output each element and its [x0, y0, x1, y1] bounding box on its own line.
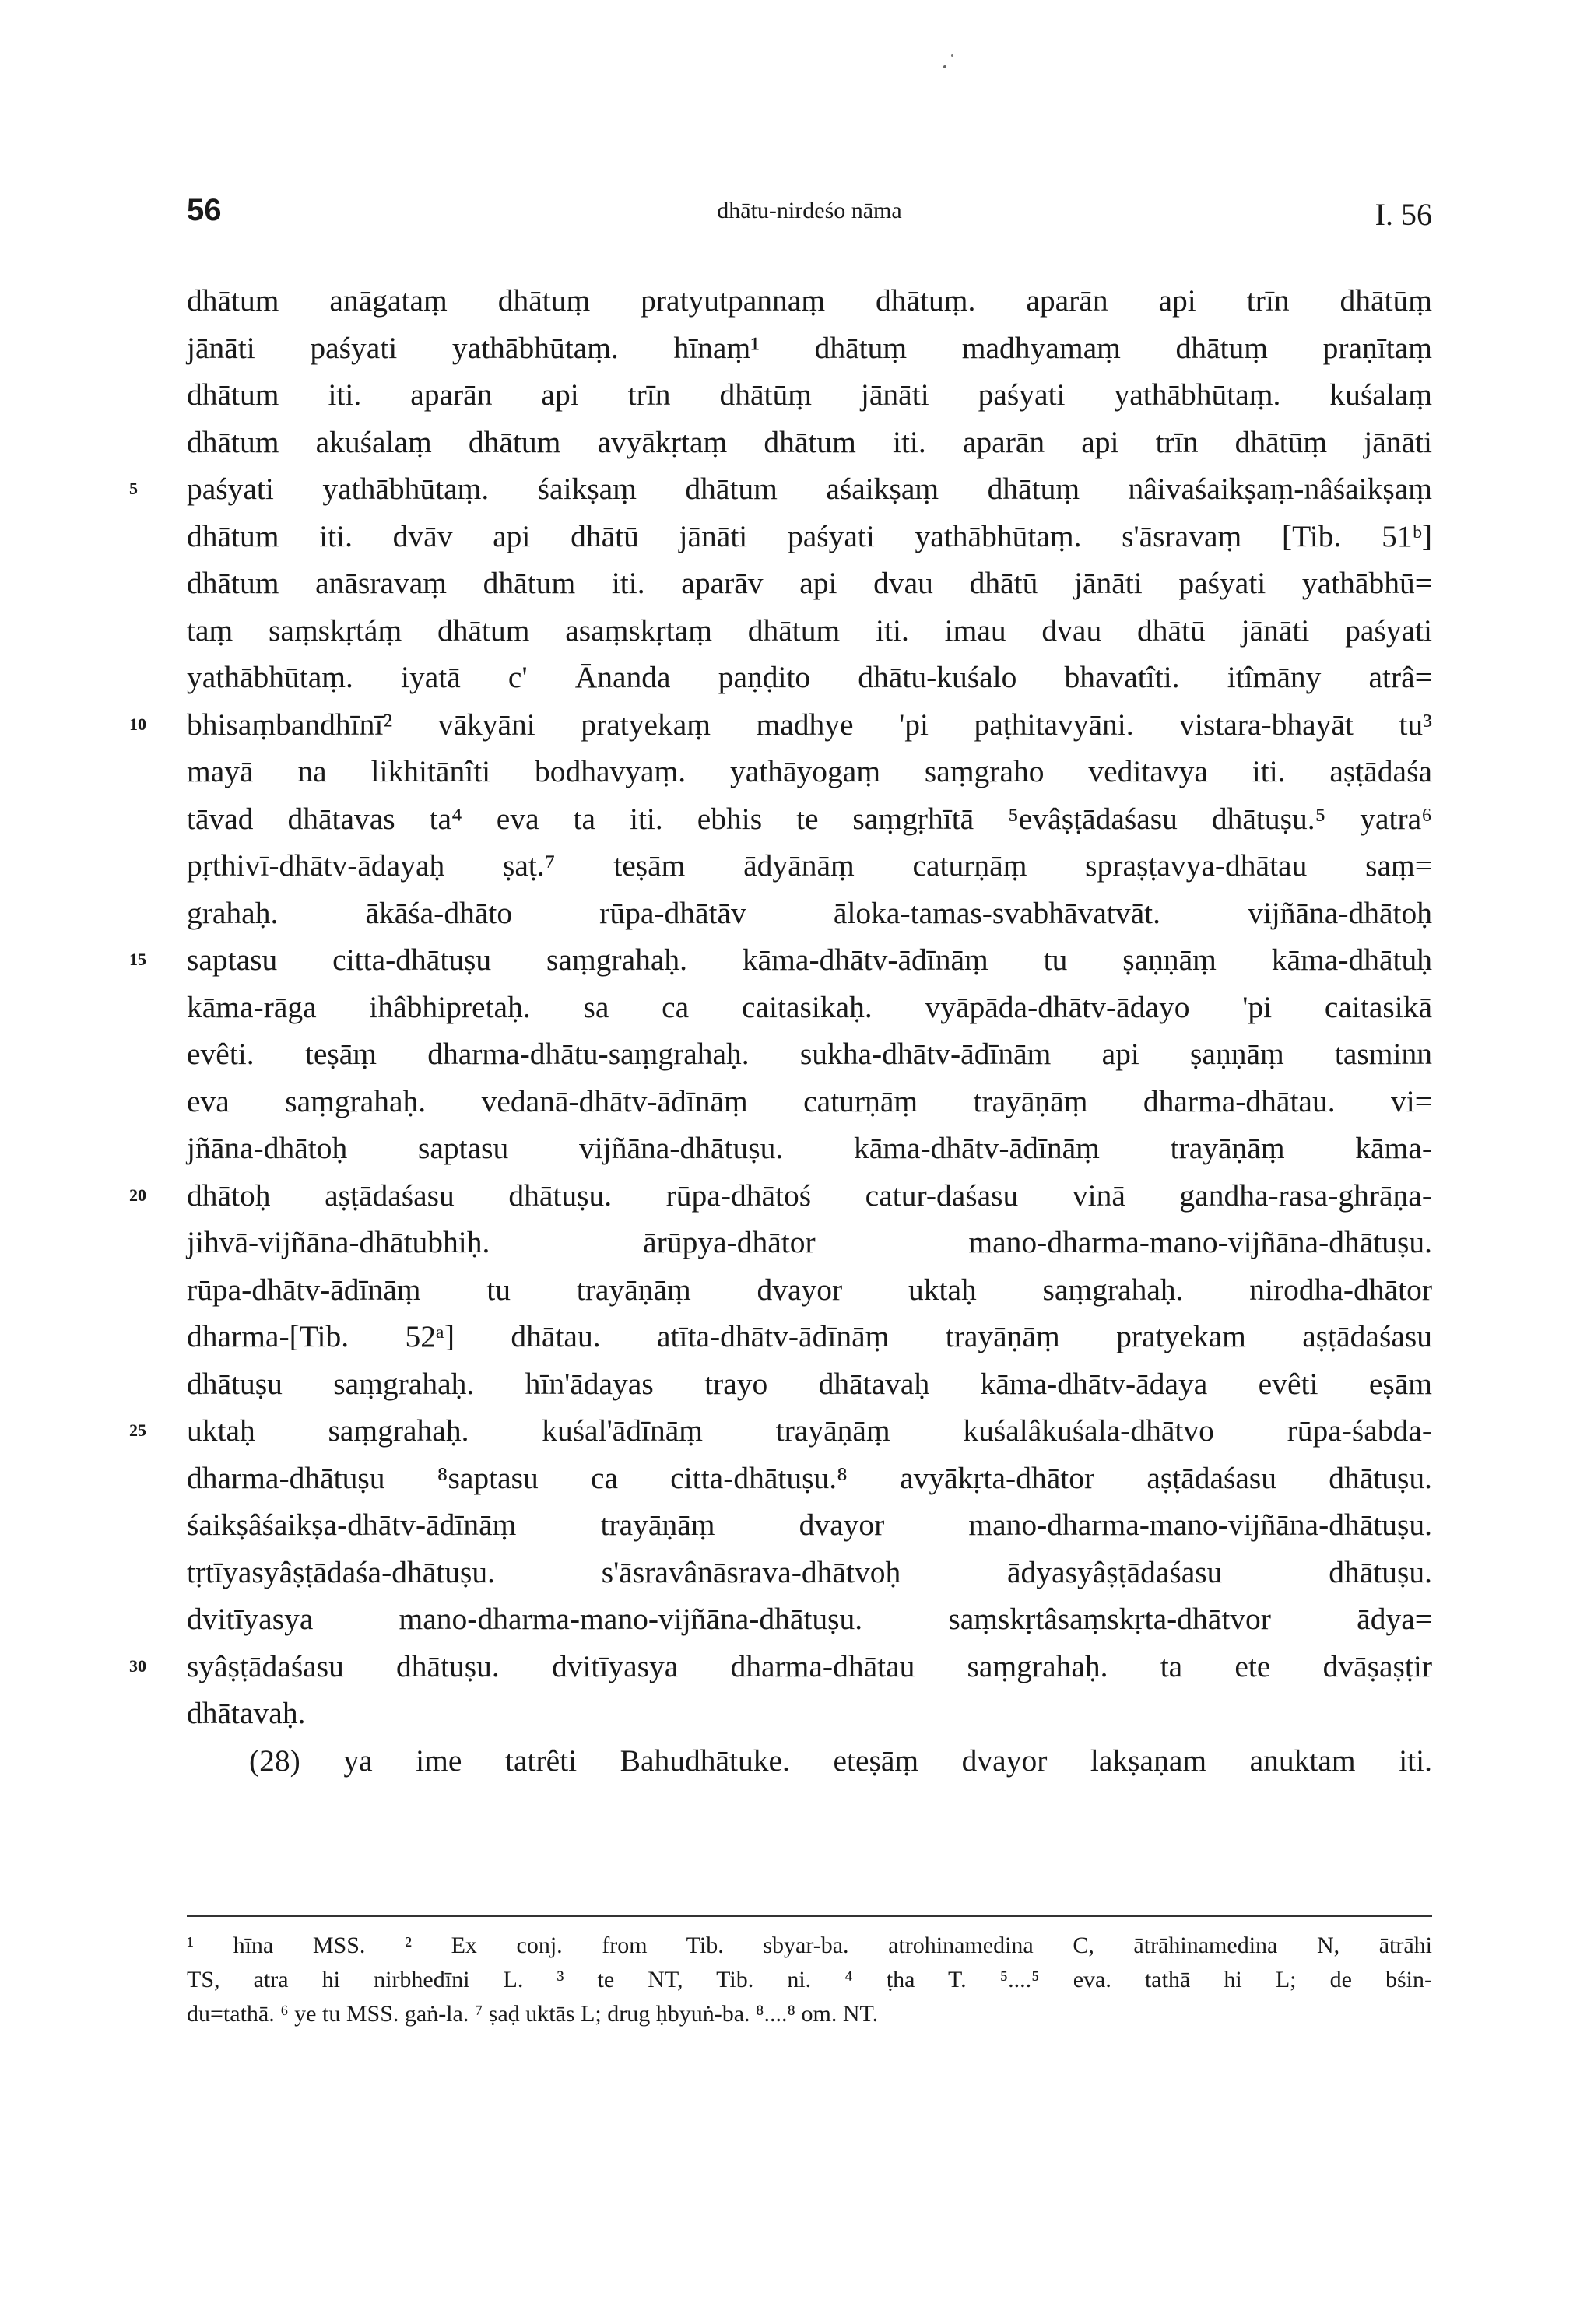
text-line: [129, 701, 1432, 749]
text-line: [187, 1030, 1432, 1078]
print-speck: [943, 65, 946, 68]
line-text: grahaḥ. ākāśa-dhāto rūpa-dhātāv āloka-tamas-svabhāvatvāt. vijñāna-dhātoḥ: [187, 895, 1432, 930]
print-speck: [951, 54, 953, 57]
text-line: [187, 1501, 1432, 1549]
section-reference: I. 56: [1375, 197, 1432, 232]
text-line: [187, 277, 1432, 325]
text-line: [129, 1407, 1432, 1455]
line-text: dharma-[Tib. 52ᵃ] dhātau. atīta-dhātv-ādīnāṃ trayāṇāṃ pratyekam aṣṭādaśasu: [187, 1319, 1432, 1353]
line-text: dhātuṣu saṃgrahaḥ. hīn'ādayas trayo dhātavaḥ kāma-dhātv-ādaya evêti eṣām: [187, 1366, 1432, 1401]
text-line: [187, 795, 1432, 843]
line-text: jihvā-vijñāna-dhātubhiḥ. ārūpya-dhātor mano-dharma-mano-vijñāna-dhātuṣu.: [187, 1225, 1432, 1259]
text-line: [187, 890, 1432, 937]
line-text: yathābhūtaṃ. iyatā c' Ānanda paṇḍito dhātu-kuśalo bhavatîti. itîmāny atrâ=: [187, 660, 1432, 694]
line-text: mayā na likhitānîti bodhavyaṃ. yathāyogaṃ saṃgraho veditavya iti. aṣṭādaśa: [187, 754, 1432, 788]
footnote-line: du=tathā. ⁶ ye tu MSS. gaṅ-la. ⁷ ṣaḍ uktās L; drug ḥbyuṅ-ba. ⁸....⁸ om. NT.: [187, 2001, 879, 2027]
line-text: tṛtīyasyâṣṭādaśa-dhātuṣu. s'āsravânāsrava-dhātvoḥ ādyasyâṣṭādaśasu dhātuṣu.: [187, 1554, 1432, 1589]
text-line: [187, 419, 1432, 466]
page-header: [187, 193, 1432, 247]
text-line: [187, 1690, 1432, 1737]
footnote-rule: [187, 1915, 1432, 1917]
text-line: [129, 465, 1432, 513]
line-number: 15: [129, 950, 146, 969]
text-line: [187, 1313, 1432, 1360]
text-line: [187, 371, 1432, 419]
line-text: uktaḥ saṃgrahaḥ. kuśal'ādīnāṃ trayāṇāṃ kuśalâkuśala-dhātvo rūpa-śabda-: [187, 1413, 1432, 1448]
text-line: [187, 842, 1432, 890]
line-text: pṛthivī-dhātv-ādayaḥ ṣaṭ.⁷ teṣām ādyānāṃ caturṇāṃ spraṣṭavya-dhātau saṃ=: [187, 848, 1432, 883]
text-line: [187, 1078, 1432, 1125]
text-line: [187, 1455, 1432, 1502]
line-number: 10: [129, 714, 146, 734]
line-text: dhātum iti. dvāv api dhātū jānāti paśyati yathābhūtaṃ. s'āsravaṃ [Tib. 51ᵇ]: [187, 518, 1432, 553]
line-text: dhātum iti. aparān api trīn dhātūṃ jānāti paśyati yathābhūtaṃ. kuśalaṃ: [187, 377, 1432, 412]
line-text: dhātum anāgataṃ dhātuṃ pratyutpannaṃ dhātuṃ. aparān api trīn dhātūṃ: [187, 283, 1432, 318]
text-line: [187, 1549, 1432, 1596]
text-line: [187, 1125, 1432, 1172]
text-line: [187, 654, 1432, 701]
line-text: evêti. teṣāṃ dharma-dhātu-saṃgrahaḥ. sukha-dhātv-ādīnām api ṣaṇṇāṃ tasminn: [187, 1037, 1432, 1071]
line-text: dhātum anāsravaṃ dhātum iti. aparāv api dvau dhātū jānāti paśyati yathābhū=: [187, 566, 1432, 600]
line-text: dhātavaḥ.: [187, 1696, 306, 1730]
line-text: jānāti paśyati yathābhūtaṃ. hīnaṃ¹ dhātuṃ madhyamaṃ dhātuṃ praṇītaṃ: [187, 330, 1432, 365]
line-text: saptasu citta-dhātuṣu saṃgrahaḥ. kāma-dhātv-ādīnāṃ tu ṣaṇṇāṃ kāma-dhātuḥ: [187, 943, 1432, 977]
line-number: 30: [129, 1655, 146, 1676]
line-text: dhātoḥ aṣṭādaśasu dhātuṣu. rūpa-dhātoś catur-daśasu vinā gandha-rasa-ghrāṇa-: [187, 1178, 1432, 1213]
text-line: [187, 1219, 1432, 1266]
text-line: [187, 560, 1432, 607]
line-text: kāma-rāga ihâbhipretaḥ. sa ca caitasikaḥ. vyāpāda-dhātv-ādayo 'pi caitasikā: [187, 989, 1432, 1024]
text-line: [187, 607, 1432, 655]
text-line: [187, 513, 1432, 560]
line-number: 25: [129, 1420, 146, 1440]
text-line: [187, 984, 1432, 1031]
text-line: [187, 1360, 1432, 1408]
text-line: [129, 1172, 1432, 1220]
running-title: dhātu-nirdeśo nāma: [717, 198, 902, 223]
line-text: dharma-dhātuṣu ⁸saptasu ca citta-dhātuṣu.⁸ avyākṛta-dhātor aṣṭādaśasu dhātuṣu.: [187, 1460, 1432, 1495]
main-text: [129, 277, 1432, 1784]
page-number: 56: [187, 193, 222, 227]
text-line: [187, 1266, 1432, 1314]
line-text: eva saṃgrahaḥ. vedanā-dhātv-ādīnāṃ caturṇāṃ trayāṇāṃ dharma-dhātau. vi=: [187, 1083, 1432, 1118]
line-text: jñāna-dhātoḥ saptasu vijñāna-dhātuṣu. kāma-dhātv-ādīnāṃ trayāṇāṃ kāma-: [187, 1131, 1432, 1165]
footnote-line: TS, atra hi nirbhedīni L. ³ te NT, Tib. ni. ⁴ ṭha T. ⁵....⁵ eva. tathā hi L; de bśin-: [187, 1967, 1432, 1992]
text-line: [187, 1596, 1432, 1643]
footnote-line: ¹ hīna MSS. ² Ex conj. from Tib. sbyar-ba. atrohinamedina C, ātrāhinamedina N, ātrāhi: [187, 1933, 1432, 1958]
line-text: paśyati yathābhūtaṃ. śaikṣaṃ dhātum aśaikṣaṃ dhātuṃ nâivaśaikṣaṃ-nâśaikṣaṃ: [187, 472, 1432, 506]
line-number: 5: [129, 479, 138, 498]
text-line: [129, 1643, 1432, 1690]
line-text: rūpa-dhātv-ādīnāṃ tu trayāṇāṃ dvayor uktaḥ saṃgrahaḥ. nirodha-dhātor: [187, 1272, 1432, 1307]
line-text: bhisaṃbandhīnī² vākyāni pratyekaṃ madhye 'pi paṭhitavyāni. vistara-bhayāt tu³: [187, 707, 1432, 742]
line-text: dhātum akuśalaṃ dhātum avyākṛtaṃ dhātum iti. aparān api trīn dhātūṃ jānāti: [187, 424, 1432, 459]
line-text: dvitīyasya mano-dharma-mano-vijñāna-dhātuṣu. saṃskṛtâsaṃskṛta-dhātvor ādya=: [187, 1602, 1432, 1636]
text-line: [129, 936, 1432, 984]
line-text: śaikṣâśaikṣa-dhātv-ādīnāṃ trayāṇāṃ dvayor mano-dharma-mano-vijñāna-dhātuṣu.: [187, 1508, 1432, 1542]
text-line-paragraph-start: [187, 1737, 1432, 1785]
line-text: tāvad dhātavas ta⁴ eva ta iti. ebhis te saṃgṛhītā ⁵evâṣṭādaśasu dhātuṣu.⁵ yatra⁶: [187, 801, 1432, 836]
text-line: [187, 748, 1432, 795]
line-text: (28) ya ime tatrêti Bahudhātuke. eteṣāṃ dvayor lakṣaṇam anuktam iti.: [249, 1743, 1432, 1778]
line-number: 20: [129, 1185, 146, 1205]
text-line: [187, 325, 1432, 372]
line-text: syâṣṭādaśasu dhātuṣu. dvitīyasya dharma-dhātau saṃgrahaḥ. ta ete dvāṣaṣṭir: [187, 1648, 1432, 1683]
line-text: taṃ saṃskṛtáṃ dhātum asaṃskṛtaṃ dhātum iti. imau dvau dhātū jānāti paśyati: [187, 613, 1432, 648]
footnotes: [187, 1929, 1432, 2031]
